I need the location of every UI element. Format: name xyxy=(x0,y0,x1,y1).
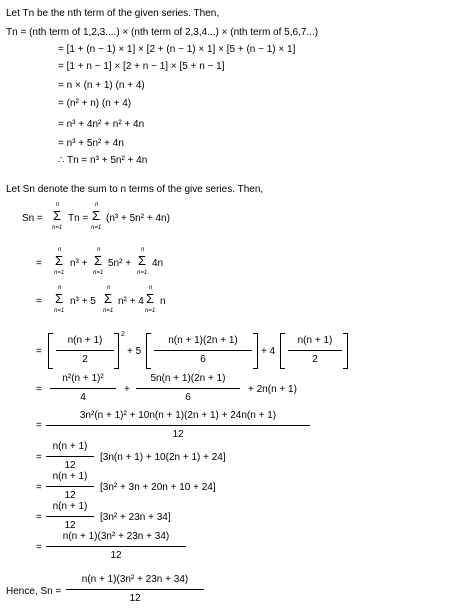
sigma-upper: n xyxy=(141,247,145,253)
exponent: 2 xyxy=(121,331,125,338)
fraction-denominator: 6 xyxy=(185,392,191,403)
operator: + 4 xyxy=(261,346,276,357)
sigma-upper: n xyxy=(56,202,60,208)
fraction-denominator: 12 xyxy=(64,460,76,471)
fraction-denominator: 6 xyxy=(200,354,206,365)
fraction-denominator: 12 xyxy=(172,429,184,440)
sigma-symbol: Σ xyxy=(92,208,101,223)
tn-line-8: ∴ Tn = n³ + 5n² + 4n xyxy=(58,155,148,166)
sigma-symbol: Σ xyxy=(94,253,103,268)
sigma-lower: n=1 xyxy=(137,270,148,276)
bracket-expression: [3n² + 23n + 34] xyxy=(100,512,171,523)
sigma-upper: n xyxy=(58,247,62,253)
equals-sign: = xyxy=(36,296,42,307)
fraction-numerator: n(n + 1) xyxy=(52,501,88,512)
tn-line-3: = [1 + n − 1] × [2 + n − 1] × [5 + n − 1] xyxy=(58,61,225,72)
left-bracket xyxy=(146,333,151,369)
tn-line-7: = n³ + 5n² + 4n xyxy=(58,138,124,149)
sigma-upper: n xyxy=(58,285,62,291)
left-bracket xyxy=(280,333,285,369)
fraction-bar xyxy=(56,350,114,351)
fraction-bar xyxy=(288,350,342,351)
equals-sign: = xyxy=(36,384,42,395)
fraction-bar xyxy=(46,456,94,457)
bracket-expression: [3n(n + 1) + 10(2n + 1) + 24] xyxy=(100,452,226,463)
intro-text: Let Tn be the nth term of the given series. Then, xyxy=(6,8,220,19)
fraction-bar xyxy=(46,425,310,426)
fraction-numerator: n(n + 1) xyxy=(52,471,88,482)
sn-def-term1: Tn = xyxy=(68,213,89,224)
sigma-lower: n=1 xyxy=(52,225,63,231)
left-bracket xyxy=(48,333,53,369)
equals-sign: = xyxy=(36,452,42,463)
fraction-bar xyxy=(154,350,252,351)
split-term-b: 5n² + xyxy=(108,258,132,269)
equals-sign: = xyxy=(36,542,42,553)
fraction-denominator: 4 xyxy=(80,392,86,403)
fraction-numerator: n(n + 1) xyxy=(297,335,333,346)
sigma-lower: n=1 xyxy=(145,308,156,314)
fraction-denominator: 12 xyxy=(64,520,76,531)
sn-def-term2: (n³ + 5n² + 4n) xyxy=(106,213,170,224)
sigma-lower: n=1 xyxy=(54,270,65,276)
sigma-symbol: Σ xyxy=(55,253,64,268)
tn-line-2: = [1 + (n − 1) × 1] × [2 + (n − 1) × 1] × [5 + (n − 1) × 1] xyxy=(58,44,296,55)
bracket-expression: [3n² + 3n + 20n + 10 + 24] xyxy=(100,482,216,493)
conclusion-denominator: 12 xyxy=(129,593,141,604)
fraction-numerator: n(n + 1) xyxy=(52,441,88,452)
fraction-bar xyxy=(136,388,240,389)
equals-sign: = xyxy=(36,482,42,493)
operator: + 5 xyxy=(127,346,142,357)
fraction-denominator: 12 xyxy=(110,550,122,561)
sigma-lower: n=1 xyxy=(93,270,104,276)
fraction-bar xyxy=(46,546,186,547)
split-term-c: 4n xyxy=(152,258,164,269)
fraction-denominator: 2 xyxy=(82,354,88,365)
fraction-denominator: 12 xyxy=(64,490,76,501)
fraction-numerator: n²(n + 1)² xyxy=(62,373,104,384)
fraction-bar xyxy=(46,486,94,487)
right-bracket xyxy=(253,333,258,369)
split-term-a: n³ + xyxy=(70,258,88,269)
equals-sign: = xyxy=(36,346,42,357)
sigma-lower: n=1 xyxy=(103,308,114,314)
sigma-symbol: Σ xyxy=(146,291,155,306)
tn-line-1: Tn = (nth term of 1,2,3....) × (nth term of 2,3,4...) × (nth term of 5,6,7...) xyxy=(6,27,319,38)
sum-intro-text: Let Sn denote the sum to n terms of the give series. Then, xyxy=(6,184,264,195)
sn-def-lhs: Sn = xyxy=(22,213,43,224)
factored-term-a: n³ + 5 xyxy=(70,296,96,307)
fraction-numerator: n(n + 1)(3n² + 23n + 34) xyxy=(62,531,170,542)
sigma-upper: n xyxy=(107,285,111,291)
sigma-lower: n=1 xyxy=(54,308,65,314)
tn-line-6: = n³ + 4n² + n² + 4n xyxy=(58,119,145,130)
sigma-symbol: Σ xyxy=(53,208,62,223)
fraction-bar xyxy=(66,589,204,590)
sigma-symbol: Σ xyxy=(138,253,147,268)
sigma-upper: n xyxy=(149,285,153,291)
equals-sign: = xyxy=(36,420,42,431)
fraction-numerator: 5n(n + 1)(2n + 1) xyxy=(150,373,226,384)
fraction-numerator: n(n + 1)(2n + 1) xyxy=(168,335,238,346)
tn-line-4: = n × (n + 1) (n + 4) xyxy=(58,80,145,91)
equals-sign: = xyxy=(36,512,42,523)
fraction-bar xyxy=(50,388,116,389)
tail-term: + 2n(n + 1) xyxy=(248,384,297,395)
factored-term-b: n² + 4 xyxy=(118,296,144,307)
right-bracket xyxy=(343,333,348,369)
fraction-numerator: 3n²(n + 1)² + 10n(n + 1)(2n + 1) + 24n(n + 1) xyxy=(79,410,277,421)
conclusion-lhs: Hence, Sn = xyxy=(6,586,62,597)
factored-term-c: n xyxy=(160,296,166,307)
fraction-bar xyxy=(46,516,94,517)
right-bracket xyxy=(114,333,119,369)
fraction-denominator: 2 xyxy=(312,354,318,365)
sigma-symbol: Σ xyxy=(104,291,113,306)
sigma-upper: n xyxy=(97,247,101,253)
fraction-numerator: n(n + 1) xyxy=(67,335,103,346)
sigma-upper: n xyxy=(95,202,99,208)
sigma-lower: n=1 xyxy=(91,225,102,231)
sigma-symbol: Σ xyxy=(55,291,64,306)
tn-line-5: = (n² + n) (n + 4) xyxy=(58,98,132,109)
operator: + xyxy=(124,384,130,395)
equals-sign: = xyxy=(36,258,42,269)
conclusion-numerator: n(n + 1)(3n² + 23n + 34) xyxy=(81,574,189,585)
